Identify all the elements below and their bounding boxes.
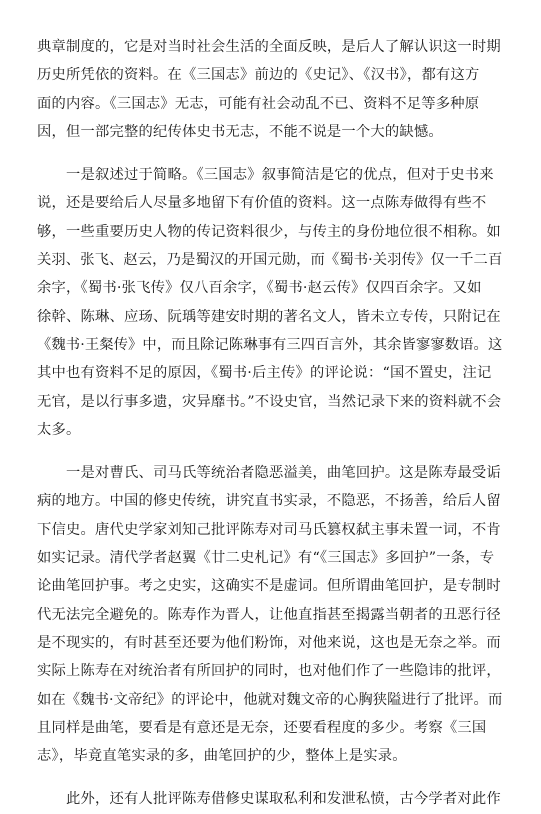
text-line: 代无法完全避免的。陈寿作为晋人，让他直指甚至揭露当朝者的丑恶行径 (37, 606, 501, 623)
document-page (37, 33, 505, 814)
text-line: 典章制度的，它是对当时社会生活的全面反映，是后人了解认识这一时期 (37, 39, 501, 55)
text-line: 且同样是曲笔，要看是有意还是无奈，还要看程度的多少。考察《三国 (37, 719, 487, 736)
text-line: 无官，是以行事多遗，灾异靡书。”不设史官，当然记录下来的资料就不会 (37, 393, 502, 410)
text-line: 够，一些重要历史人物的传记资料很少，与传主的身份地位很不相称。如 (37, 223, 501, 240)
text-line: 是不现实的，有时甚至还要为他们粉饰，对他来说，这也是无奈之举。而 (37, 634, 501, 651)
text-line: 此外，还有人批评陈寿借修史谋取私利和发泄私愤，古今学者对此作 (37, 791, 501, 808)
text-line: 下信史。唐代史学家刘知己批评陈寿对司马氏篡权弑主事未置一词，不肯 (37, 521, 501, 538)
text-line: 因，但一部完整的纪传体史书无志，不能不说是一个大的缺憾。 (37, 123, 443, 140)
text-line: 如实记录。清代学者赵翼《廿二史札记》有“《三国志》多回护”一条，专 (37, 550, 495, 567)
text-line: 一是对曹氏、司马氏等统治者隐恶溢美，曲笔回护。这是陈寿最受诟 (37, 465, 501, 482)
text-line: 实际上陈寿在对统治者有所回护的同时，也对他们作了一些隐讳的批评， (37, 663, 501, 680)
text-line: 一是叙述过于简略。《三国志》叙事简洁是它的优点，但对于史书来 (37, 167, 494, 184)
text-line: 余字，《蜀书·张飞传》仅八百余字，《蜀书·赵云传》仅四百余字。又如 (37, 280, 482, 297)
paragraph-2 (37, 161, 505, 444)
text-line: 面的内容。《三国志》无志，可能有社会动乱不已、资料不足等多种原 (37, 95, 480, 112)
text-line: 病的地方。中国的修史传统，讲究直书实录，不隐恶，不扬善，给后人留 (37, 493, 501, 510)
text-line: 关羽、张飞、赵云，乃是蜀汉的开国元勋，而《蜀书·关羽传》仅一千二百 (37, 252, 503, 269)
text-line: 《魏书·王粲传》中，而且除记陈琳事有三四百言外，其余皆寥寥数语。这 (37, 336, 503, 353)
paragraph-3 (37, 459, 505, 770)
paragraph-4 (37, 785, 505, 813)
text-line: 如在《魏书·文帝纪》的评论中，他就对魏文帝的心胸狭隘进行了批评。而 (37, 691, 503, 708)
text-line: 徐幹、陈琳、应玚、阮瑀等建安时期的著名文人，皆未立专传，只附记在 (37, 308, 501, 325)
text-line: 说，还是要给后人尽量多地留下有价值的资料。这一点陈寿做得有些不 (37, 195, 487, 212)
text-line: 历史所凭依的资料。在《三国志》前边的《史记》、《汉书》，都有这方 (37, 67, 480, 84)
text-line: 志》，毕竟直笔实录的多，曲笔回护的少，整体上是实录。 (37, 748, 407, 765)
text-line: 太多。 (37, 421, 81, 438)
text-line: 其中也有资料不足的原因，《蜀书·后主传》的评论说：“国不置史，注记 (37, 365, 492, 382)
paragraph-1 (37, 33, 505, 146)
text-line: 论曲笔回护事。考之史实，这确实不是虚词。但所谓曲笔回护，是专制时 (37, 578, 501, 595)
